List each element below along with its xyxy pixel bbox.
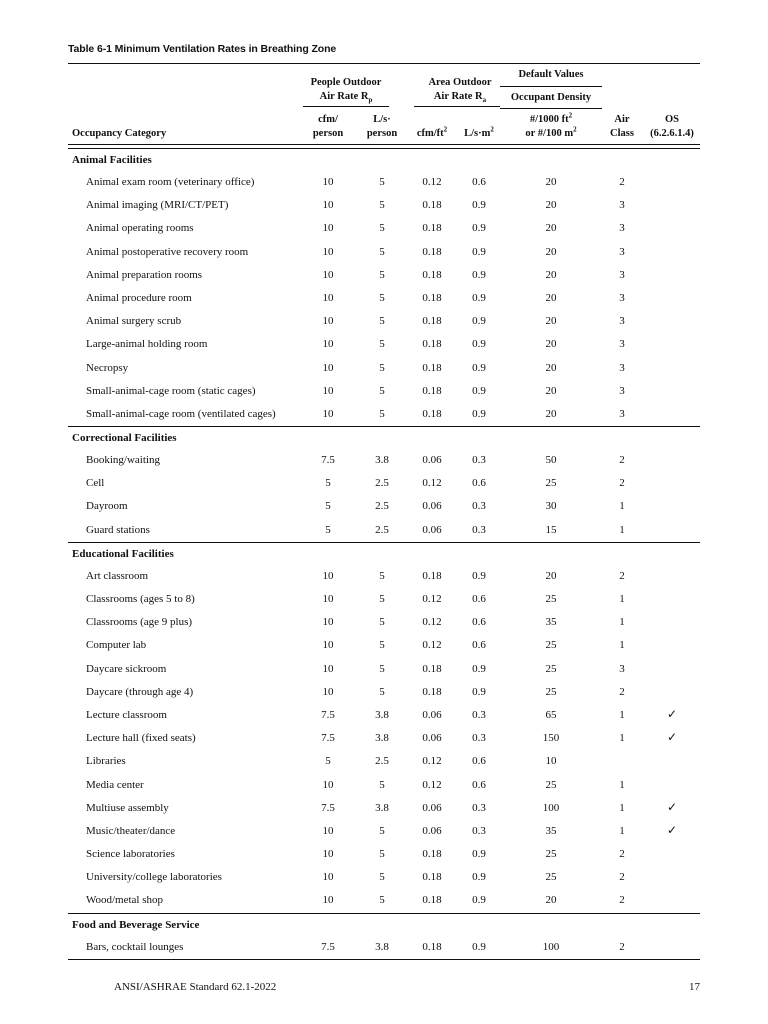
table-row: [68, 241, 700, 264]
cell-ls-person: 5: [379, 245, 385, 258]
cell-cfm-person: 10: [322, 176, 334, 188]
cell-ls-person: 5: [379, 662, 385, 675]
cell-cfm-ft2: 0.18: [422, 268, 442, 281]
cell-ls-person: 5: [379, 639, 385, 652]
header-ls-m2: $L/s\cdot m^2$: [464, 125, 494, 139]
occupancy-name: Libraries: [86, 755, 126, 768]
cell-cfm-ft2: 0.12: [422, 593, 442, 605]
occupancy-name: Guard stations: [86, 523, 150, 536]
header-air-class-2: Class: [610, 128, 634, 139]
header-density-1: #/1000 $ft^2$: [529, 111, 573, 125]
cell-ls-person: 5: [379, 616, 385, 629]
cell-cfm-person: 10: [322, 616, 334, 629]
cell-cfm-person: 7.5: [321, 454, 335, 467]
cell-cfm-ft2: 0.18: [422, 894, 442, 907]
cell-cfm-person: 10: [322, 639, 334, 652]
cell-ls-m2: 0.6: [472, 778, 486, 791]
table-row: [68, 658, 700, 681]
cell-ls-person: 3.8: [375, 708, 389, 721]
header-density-2: or #/100 $m^2$: [525, 125, 577, 139]
cell-ls-m2: 0.6: [472, 755, 486, 768]
cell-cfm-ft2: 0.18: [422, 662, 442, 675]
cell-ls-m2: 0.9: [472, 569, 486, 582]
cell-cfm-person: 10: [322, 315, 334, 328]
table-bottom-rule: [68, 959, 700, 960]
table-row: [68, 357, 700, 380]
cell-ls-person: 5: [379, 384, 385, 397]
cell-cfm-person: 10: [322, 593, 334, 605]
cell-air-class: 1: [619, 732, 625, 745]
cell-cfm-person: 10: [322, 662, 334, 675]
cell-cfm-person: 10: [322, 245, 334, 258]
cell-air-class: 2: [619, 454, 625, 467]
cell-cfm-person: 10: [322, 199, 334, 212]
table-row: [68, 194, 700, 217]
cell-air-class: 3: [619, 315, 625, 328]
cell-ls-m2: 0.9: [472, 685, 486, 698]
cell-density: 20: [545, 894, 557, 907]
ventilation-table: [68, 63, 700, 960]
cell-air-class: 3: [619, 407, 625, 420]
cell-air-class: 1: [619, 801, 625, 814]
cell-cfm-person: 5: [325, 755, 331, 768]
cell-cfm-ft2: 0.18: [422, 407, 442, 420]
cell-density: 25: [545, 685, 557, 698]
cell-cfm-ft2: 0.18: [422, 871, 442, 884]
cell-density: 25: [545, 477, 557, 490]
cell-cfm-person: 5: [325, 523, 331, 536]
cell-ls-person: 3.8: [375, 732, 389, 745]
occupancy-name: Daycare (through age 4): [86, 685, 194, 698]
cell-air-class: 3: [619, 662, 625, 675]
cell-ls-person: 3.8: [375, 454, 389, 467]
cell-cfm-person: 10: [322, 361, 334, 374]
cell-ls-m2: 0.9: [472, 361, 486, 374]
cell-density: 65: [545, 708, 557, 721]
cell-ls-m2: 0.6: [472, 176, 486, 188]
header-people-underline: [303, 106, 389, 107]
cell-air-class: 1: [619, 708, 625, 721]
cell-density: 20: [545, 199, 557, 212]
cell-cfm-ft2: 0.06: [422, 454, 442, 467]
header-ls-person-1: L/s·: [373, 114, 391, 125]
cell-ls-person: 5: [379, 199, 385, 212]
os-check-icon: ✓: [666, 730, 678, 745]
cell-ls-m2: 0.3: [472, 732, 486, 745]
cell-cfm-person: 10: [322, 685, 334, 698]
table-row: [68, 310, 700, 333]
table-row: [68, 634, 700, 657]
cell-air-class: 2: [619, 940, 625, 953]
cell-ls-m2: 0.9: [472, 848, 486, 861]
header-people-outdoor: People Outdoor: [310, 77, 382, 88]
cell-ls-person: 5: [379, 593, 385, 605]
occupancy-name: Science laboratories: [86, 848, 175, 861]
cell-cfm-person: 5: [325, 477, 331, 490]
table-row: [68, 727, 700, 750]
table-row: [68, 565, 700, 588]
cell-cfm-person: 10: [322, 384, 334, 397]
cell-cfm-ft2: 0.18: [422, 315, 442, 328]
cell-cfm-person: 10: [322, 871, 334, 884]
cell-air-class: 3: [619, 245, 625, 258]
cell-ls-person: 5: [379, 407, 385, 420]
cell-cfm-ft2: 0.12: [422, 176, 442, 188]
cell-density: 15: [545, 523, 557, 536]
cell-cfm-person: 10: [322, 407, 334, 420]
header-area-underline: [414, 106, 500, 107]
cell-density: 30: [545, 500, 557, 513]
cell-air-class: 1: [619, 500, 625, 513]
occupancy-name: Booking/waiting: [86, 454, 160, 467]
cell-density: 20: [545, 268, 557, 281]
cell-air-class: 2: [619, 176, 625, 188]
cell-ls-m2: 0.3: [472, 523, 486, 536]
header-ls-person-2: person: [366, 128, 398, 139]
occupancy-name: Small-animal-cage room (ventilated cages): [86, 407, 276, 420]
table-row: [68, 820, 700, 843]
cell-ls-m2: 0.9: [472, 291, 486, 304]
cell-cfm-person: 10: [322, 268, 334, 281]
table-row: [68, 380, 700, 403]
table-row: [68, 449, 700, 472]
os-check-icon: ✓: [666, 799, 678, 814]
cell-ls-m2: 0.3: [472, 708, 486, 721]
os-check-icon: ✓: [666, 822, 678, 837]
table-row: [68, 217, 700, 240]
cell-density: 25: [545, 593, 557, 605]
cell-ls-m2: 0.3: [472, 454, 486, 467]
cell-cfm-person: 10: [322, 338, 334, 351]
header-cfm-person-1: cfm/: [318, 114, 338, 125]
occupancy-name: Animal preparation rooms: [86, 268, 203, 281]
cell-ls-person: 5: [379, 222, 385, 235]
cell-air-class: 3: [619, 268, 625, 281]
cell-cfm-ft2: 0.06: [422, 732, 442, 745]
occupancy-name: Animal imaging (MRI/CT/PET): [86, 199, 229, 212]
occupancy-name: Media center: [86, 778, 144, 791]
section-title: Animal Facilities: [72, 154, 152, 166]
cell-ls-person: 2.5: [375, 523, 389, 536]
occupancy-name: Animal postoperative recovery room: [86, 245, 249, 258]
cell-ls-person: 5: [379, 871, 385, 884]
cell-air-class: 2: [619, 871, 625, 884]
cell-ls-person: 3.8: [375, 940, 389, 953]
cell-ls-person: 5: [379, 569, 385, 582]
cell-cfm-person: 7.5: [321, 940, 335, 953]
cell-air-class: 1: [619, 523, 625, 536]
cell-cfm-person: 10: [322, 894, 334, 907]
cell-air-class: 1: [619, 778, 625, 791]
cell-air-class: 2: [619, 848, 625, 861]
cell-ls-m2: 0.9: [472, 268, 486, 281]
cell-ls-person: 2.5: [375, 755, 389, 768]
occupancy-name: Classrooms (age 9 plus): [86, 616, 193, 629]
cell-cfm-person: 10: [322, 778, 334, 791]
cell-cfm-ft2: 0.12: [422, 778, 442, 791]
cell-cfm-ft2: 0.06: [422, 523, 442, 536]
cell-cfm-ft2: 0.18: [422, 940, 442, 953]
cell-ls-person: 5: [379, 824, 385, 837]
cell-air-class: 3: [619, 384, 625, 397]
cell-ls-m2: 0.9: [472, 871, 486, 884]
cell-ls-m2: 0.6: [472, 616, 486, 629]
cell-cfm-person: 7.5: [321, 732, 335, 745]
cell-cfm-ft2: 0.18: [422, 291, 442, 304]
cell-air-class: 3: [619, 222, 625, 235]
cell-ls-m2: 0.6: [472, 593, 486, 605]
cell-density: 25: [545, 662, 557, 675]
occupancy-name: Small-animal-cage room (static cages): [86, 384, 256, 397]
occupancy-name: Multiuse assembly: [86, 801, 169, 814]
cell-density: 20: [545, 338, 557, 351]
cell-cfm-person: 10: [322, 291, 334, 304]
occupancy-name: Large-animal holding room: [86, 338, 208, 351]
cell-density: 20: [545, 569, 557, 582]
occupancy-name: Animal operating rooms: [86, 222, 194, 235]
cell-ls-person: 5: [379, 685, 385, 698]
cell-cfm-ft2: 0.18: [422, 848, 442, 861]
occupancy-name: Animal surgery scrub: [86, 315, 182, 328]
table-row: [68, 681, 700, 704]
cell-ls-person: 2.5: [375, 500, 389, 513]
table-row: [68, 403, 700, 426]
cell-cfm-ft2: 0.18: [422, 222, 442, 235]
cell-cfm-ft2: 0.12: [422, 755, 442, 768]
header-occupant-density: Occupant Density: [510, 92, 592, 103]
header-default-values: Default Values: [518, 69, 584, 80]
cell-density: 25: [545, 871, 557, 884]
cell-density: 20: [545, 222, 557, 235]
occupancy-name: Animal procedure room: [86, 291, 192, 304]
occupancy-name: University/college laboratories: [86, 871, 222, 884]
cell-ls-m2: 0.9: [472, 384, 486, 397]
table-row: [68, 171, 700, 194]
cell-ls-person: 5: [379, 778, 385, 791]
cell-density: 20: [545, 176, 557, 188]
section-title: Food and Beverage Service: [72, 918, 200, 931]
table-body: [68, 149, 700, 959]
cell-air-class: 3: [619, 199, 625, 212]
table-header: [68, 64, 700, 144]
cell-ls-person: 5: [379, 361, 385, 374]
occupancy-name: Music/theater/dance: [86, 824, 176, 837]
cell-cfm-ft2: 0.12: [422, 639, 442, 652]
cell-cfm-ft2: 0.18: [422, 199, 442, 212]
table-row: [68, 774, 700, 797]
cell-cfm-ft2: 0.06: [422, 500, 442, 513]
cell-air-class: 3: [619, 291, 625, 304]
cell-density: 20: [545, 291, 557, 304]
cell-ls-m2: 0.3: [472, 824, 486, 837]
occupancy-name: Lecture hall (fixed seats): [86, 732, 196, 745]
header-os-1: OS: [664, 114, 680, 125]
occupancy-name: Cell: [86, 477, 105, 490]
cell-air-class: 2: [619, 894, 625, 907]
section-title: Educational Facilities: [72, 547, 174, 560]
footer-page-number: 17: [689, 981, 700, 993]
cell-cfm-person: 7.5: [321, 708, 335, 721]
cell-cfm-person: 5: [325, 500, 331, 513]
table-row: [68, 264, 700, 287]
table-caption: Table 6-1 Minimum Ventilation Rates in Breathing Zone: [68, 43, 337, 55]
cell-density: 35: [545, 616, 557, 629]
cell-ls-m2: 0.3: [472, 801, 486, 814]
cell-ls-m2: 0.9: [472, 940, 486, 953]
cell-density: 50: [545, 454, 557, 467]
cell-air-class: 2: [619, 477, 625, 490]
header-area-outdoor: Area Outdoor: [428, 77, 492, 88]
header-default-underline: [500, 86, 602, 87]
cell-ls-m2: 0.9: [472, 315, 486, 328]
cell-ls-m2: 0.9: [472, 245, 486, 258]
cell-cfm-ft2: 0.06: [422, 824, 442, 837]
cell-ls-m2: 0.9: [472, 199, 486, 212]
cell-cfm-ft2: 0.18: [422, 361, 442, 374]
header-air-class-1: Air: [614, 114, 630, 125]
os-check-icon: ✓: [666, 706, 678, 721]
cell-density: 100: [542, 801, 560, 814]
cell-cfm-ft2: 0.06: [422, 801, 442, 814]
cell-ls-person: 5: [379, 291, 385, 304]
cell-density: 10: [545, 755, 557, 768]
occupancy-name: Classrooms (ages 5 to 8): [86, 593, 195, 605]
cell-cfm-person: 10: [322, 848, 334, 861]
cell-cfm-person: 10: [322, 222, 334, 235]
table-row: [68, 704, 700, 727]
occupancy-name: Art classroom: [86, 569, 149, 582]
table-row: [68, 333, 700, 356]
table-row: [68, 843, 700, 866]
cell-air-class: 3: [619, 338, 625, 351]
cell-density: 20: [545, 384, 557, 397]
cell-cfm-ft2: 0.06: [422, 708, 442, 721]
table-row: [68, 797, 700, 820]
cell-cfm-ft2: 0.12: [422, 616, 442, 629]
occupancy-name: Animal exam room (veterinary office): [86, 176, 255, 188]
occupancy-name: Dayroom: [86, 500, 128, 513]
cell-ls-person: 5: [379, 338, 385, 351]
table-row: [68, 866, 700, 889]
cell-density: 20: [545, 245, 557, 258]
table-row: [68, 936, 700, 959]
cell-air-class: 1: [619, 824, 625, 837]
cell-ls-m2: 0.3: [472, 500, 486, 513]
occupancy-name: Daycare sickroom: [86, 662, 167, 675]
cell-cfm-person: 10: [322, 824, 334, 837]
table-row: [68, 472, 700, 495]
cell-ls-person: 5: [379, 268, 385, 281]
table-row: [68, 750, 700, 773]
cell-cfm-ft2: 0.18: [422, 685, 442, 698]
cell-ls-m2: 0.9: [472, 222, 486, 235]
table-row: [68, 588, 700, 611]
cell-ls-person: 5: [379, 315, 385, 328]
occupancy-name: Necropsy: [86, 361, 129, 374]
header-occupancy-category: Occupancy Category: [72, 128, 167, 139]
footer-standard: ANSI/ASHRAE Standard 62.1-2022: [114, 981, 277, 993]
section-title: Correctional Facilities: [72, 432, 177, 445]
cell-cfm-person: 10: [322, 569, 334, 582]
cell-ls-person: 5: [379, 176, 385, 188]
cell-ls-m2: 0.9: [472, 894, 486, 907]
cell-air-class: 1: [619, 616, 625, 629]
cell-density: 20: [545, 407, 557, 420]
cell-density: 35: [545, 824, 557, 837]
cell-ls-person: 3.8: [375, 801, 389, 814]
cell-ls-person: 5: [379, 894, 385, 907]
table-row: [68, 495, 700, 518]
cell-density: 25: [545, 639, 557, 652]
cell-density: 20: [545, 361, 557, 374]
header-cfm-person-2: person: [312, 128, 344, 139]
header-area-air-rate: Air Rate $R_a$: [433, 91, 487, 105]
header-cfm-ft2: cfm/$ft^2$: [416, 125, 448, 139]
cell-cfm-ft2: 0.12: [422, 477, 442, 490]
cell-air-class: 2: [619, 569, 625, 582]
cell-density: 100: [542, 940, 560, 953]
occupancy-name: Computer lab: [86, 639, 147, 652]
cell-ls-m2: 0.9: [472, 407, 486, 420]
cell-density: 20: [545, 315, 557, 328]
cell-ls-person: 2.5: [375, 477, 389, 490]
table-row: [68, 287, 700, 310]
cell-air-class: 1: [619, 593, 625, 605]
cell-ls-person: 5: [379, 848, 385, 861]
header-os-2: (6.2.6.1.4): [650, 128, 694, 139]
cell-cfm-ft2: 0.18: [422, 384, 442, 397]
occupancy-name: Wood/metal shop: [86, 894, 164, 907]
cell-ls-m2: 0.6: [472, 639, 486, 652]
cell-air-class: 3: [619, 361, 625, 374]
table-row: [68, 611, 700, 634]
table-row: [68, 519, 700, 542]
cell-cfm-ft2: 0.18: [422, 245, 442, 258]
occupancy-name: Bars, cocktail lounges: [86, 940, 184, 953]
cell-air-class: 1: [619, 639, 625, 652]
cell-ls-m2: 0.9: [472, 338, 486, 351]
cell-density: 150: [542, 732, 560, 745]
cell-cfm-ft2: 0.18: [422, 338, 442, 351]
cell-ls-m2: 0.9: [472, 662, 486, 675]
cell-air-class: 2: [619, 685, 625, 698]
header-people-air-rate: Air Rate $R_p$: [319, 91, 373, 105]
occupancy-name: Lecture classroom: [86, 708, 167, 721]
table-row: [68, 889, 700, 912]
cell-cfm-person: 7.5: [321, 801, 335, 814]
cell-cfm-ft2: 0.18: [422, 569, 442, 582]
cell-density: 25: [545, 848, 557, 861]
cell-density: 25: [545, 778, 557, 791]
cell-ls-m2: 0.6: [472, 477, 486, 490]
header-density-underline: [500, 108, 602, 109]
